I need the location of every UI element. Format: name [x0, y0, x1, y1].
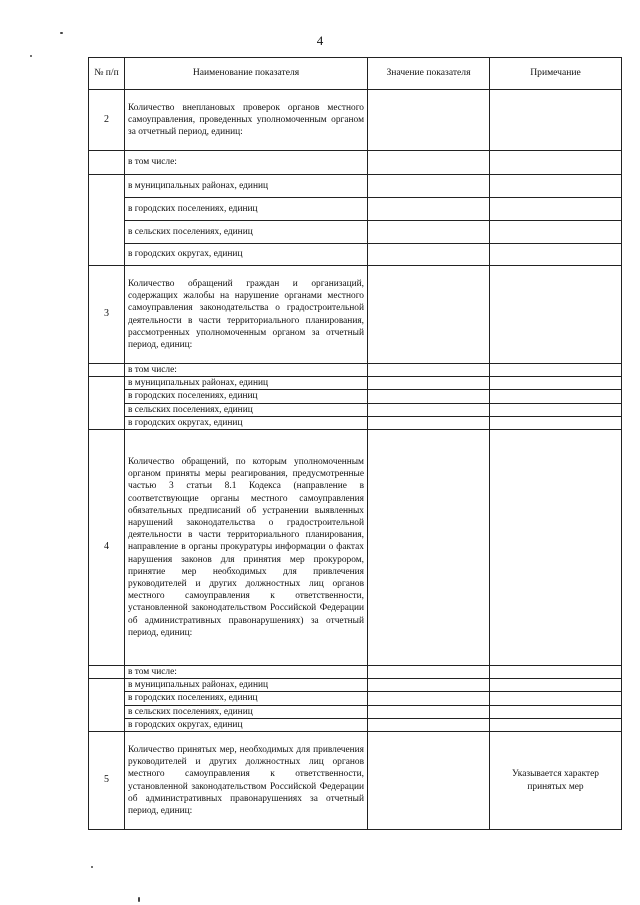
indicator-value — [368, 377, 490, 390]
indicator-value — [368, 679, 490, 692]
indicators-table — [88, 57, 622, 830]
scan-speck — [138, 897, 140, 902]
indicator-value — [368, 266, 490, 364]
indicator-value — [368, 732, 490, 830]
indicator-value — [368, 666, 490, 679]
indicator-note — [490, 364, 622, 377]
table-row — [89, 679, 622, 692]
indicator-note — [490, 175, 622, 198]
indicator-note — [490, 377, 622, 390]
indicator-note — [490, 705, 622, 718]
indicator-note — [490, 403, 622, 416]
scan-speck — [30, 55, 32, 57]
indicator-note: Указывается характер принятых мер — [490, 732, 622, 830]
row-number — [89, 175, 125, 266]
sub-indicator: в городских поселениях, единиц — [125, 198, 368, 221]
sub-indicator: в муниципальных районах, единиц — [125, 679, 368, 692]
scan-speck — [91, 866, 93, 868]
table-row — [89, 403, 622, 416]
indicator-value — [368, 198, 490, 221]
indicator-value — [368, 90, 490, 151]
table-row — [89, 151, 622, 175]
row-number: 4 — [89, 430, 125, 666]
table-row — [89, 266, 622, 364]
sub-indicator: в сельских поселениях, единиц — [125, 403, 368, 416]
sub-indicator: в городских округах, единиц — [125, 718, 368, 731]
indicator-note — [490, 416, 622, 429]
indicator-name: Количество обращений, по которым уполномоченным органом приняты меры реагирования, предусмотренные частью 3 статьи 8.1 Кодекса (направление в соответствующие органы местного самоуправления обязательных предписаний об устранении выявленных нарушений законодательства о градостроительной деятельности в части территориального планирования, направление в органы прокуратуры информации о фактах нарушения законов для принятия мер прокурором, принятие мер необходимых для привлечения руководителей и других должностных лиц органов местного самоуправления к ответственности, установленной законодательством Российской Федерации об административных правонарушениях) за отчетный период, единиц: — [125, 430, 368, 666]
header-note: Примечание — [490, 58, 622, 90]
indicator-value — [368, 692, 490, 705]
page-number: 4 — [316, 33, 324, 48]
header-num: № п/п — [89, 58, 125, 90]
including-label: в том числе: — [125, 364, 368, 377]
indicator-name: Количество принятых мер, необходимых для привлечения руководителей и других должностных лиц органов местного самоуправления к ответственности, установленной законодательством Российской Федерации об административных правонарушениях за отчетный период, единиц: — [125, 732, 368, 830]
indicator-note — [490, 679, 622, 692]
indicator-value — [368, 221, 490, 244]
indicator-value — [368, 151, 490, 175]
indicator-name: Количество обращений граждан и организаций, содержащих жалобы на нарушение органами местного самоуправления законодательства о градостроительной деятельности в части территориального планирования, рассмотренных уполномоченным органом за отчетный период, единиц: — [125, 266, 368, 364]
indicator-note — [490, 151, 622, 175]
indicator-name: Количество внеплановых проверок органов местного самоуправления, проведенных уполномоченным органом за отчетный период, единиц: — [125, 90, 368, 151]
indicator-note — [490, 718, 622, 731]
indicator-value — [368, 390, 490, 403]
indicator-value — [368, 364, 490, 377]
table-row — [89, 732, 622, 830]
indicator-value — [368, 416, 490, 429]
table-row — [89, 705, 622, 718]
table-header-row — [89, 58, 622, 90]
table-row — [89, 90, 622, 151]
table-row — [89, 666, 622, 679]
table-row — [89, 364, 622, 377]
including-label: в том числе: — [125, 666, 368, 679]
indicator-value — [368, 403, 490, 416]
table-row — [89, 377, 622, 390]
indicator-value — [368, 430, 490, 666]
indicator-note — [490, 221, 622, 244]
indicator-value — [368, 175, 490, 198]
indicator-note — [490, 666, 622, 679]
header-value: Значение показателя — [368, 58, 490, 90]
indicator-value — [368, 718, 490, 731]
row-number: 3 — [89, 266, 125, 364]
table-row — [89, 221, 622, 244]
sub-indicator: в городских округах, единиц — [125, 244, 368, 266]
table-row — [89, 692, 622, 705]
row-number — [89, 377, 125, 430]
header-name: Наименование показателя — [125, 58, 368, 90]
scan-speck — [60, 32, 63, 34]
table-row — [89, 198, 622, 221]
indicator-note — [490, 244, 622, 266]
sub-indicator: в муниципальных районах, единиц — [125, 377, 368, 390]
sub-indicator: в сельских поселениях, единиц — [125, 221, 368, 244]
indicator-note — [490, 90, 622, 151]
indicator-note — [490, 692, 622, 705]
table-row — [89, 390, 622, 403]
sub-indicator: в муниципальных районах, единиц — [125, 175, 368, 198]
row-number: 2 — [89, 90, 125, 151]
row-number — [89, 666, 125, 679]
table-row — [89, 718, 622, 731]
indicator-value — [368, 705, 490, 718]
indicator-note — [490, 198, 622, 221]
row-number: 5 — [89, 732, 125, 830]
indicator-value — [368, 244, 490, 266]
sub-indicator: в сельских поселениях, единиц — [125, 705, 368, 718]
sub-indicator: в городских поселениях, единиц — [125, 390, 368, 403]
row-number — [89, 364, 125, 377]
sub-indicator: в городских округах, единиц — [125, 416, 368, 429]
row-number — [89, 151, 125, 175]
table-row — [89, 244, 622, 266]
including-label: в том числе: — [125, 151, 368, 175]
table-row — [89, 430, 622, 666]
indicator-note — [490, 266, 622, 364]
table-row — [89, 416, 622, 429]
indicator-note — [490, 390, 622, 403]
table-row — [89, 175, 622, 198]
indicator-note — [490, 430, 622, 666]
sub-indicator: в городских поселениях, единиц — [125, 692, 368, 705]
row-number — [89, 679, 125, 732]
